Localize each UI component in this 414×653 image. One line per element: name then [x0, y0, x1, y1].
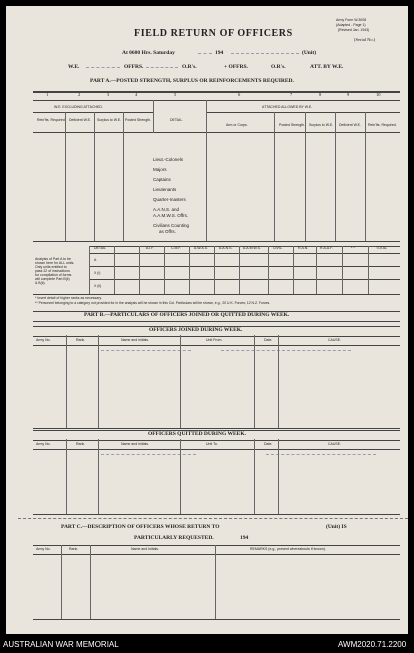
we-offrs-label: OFFRS.: [124, 64, 144, 70]
quitted-title: OFFICERS QUITTED DURING WEEK.: [148, 431, 246, 437]
serial-label: (Serial No.): [354, 37, 376, 42]
part-c-title: PART C.—DESCRIPTION OF OFFICERS WHOSE RETURN TO: [61, 524, 220, 530]
year-label: 194: [215, 50, 224, 56]
group-we-excluding: W.E. EXCLUDING ATTACHED.: [54, 105, 103, 109]
analysis-note: for compilation of forms: [35, 273, 72, 277]
att-ors-label: O.R's.: [271, 64, 286, 70]
col-number: 8: [319, 92, 322, 97]
col-number: 9: [347, 92, 350, 97]
col-number: 7: [290, 92, 293, 97]
col-number: 6: [238, 92, 241, 97]
analysis-note: & B(ii).: [35, 281, 46, 285]
joined-header: Name and Initials.: [121, 338, 150, 342]
part-b-title: PART B.—PARTICULARS OF OFFICERS JOINED OR QUITTED DURING WEEK.: [84, 312, 290, 318]
note-higher-ranks: * Insert detail of higher ranks as necessary.: [35, 296, 102, 300]
col-number: 10: [376, 92, 381, 97]
handwriting-unit: [231, 53, 299, 54]
analysis-header: A.A.M.W.S.: [243, 246, 261, 250]
analysis-header: DETAIL: [94, 246, 106, 250]
rank-label: Civilians Counting: [153, 223, 190, 228]
att-offrs-label: + OFFRS.: [224, 64, 248, 70]
analysis-header: A.I.F.: [146, 246, 154, 250]
part-c-year: 194: [240, 535, 249, 541]
group-attached: ATTACHED ALLOWED BY W.E.: [262, 105, 313, 109]
joined-header: Unit From.: [206, 338, 223, 342]
analysis-note: Only units entitled to: [35, 265, 67, 269]
col-number: 2: [78, 92, 81, 97]
rank-label: A.A.M.W.S. Offrs.: [153, 213, 189, 218]
analysis-header: C.M.F.: [171, 246, 182, 250]
joined-header: Rank.: [76, 338, 86, 342]
header-surplus: Surplus to W.E.: [97, 118, 122, 122]
handwriting-we-ors: [146, 67, 178, 68]
handwriting-we-offrs: [86, 67, 120, 68]
header-detail: DETAIL.: [170, 118, 183, 122]
quitted-header: Date.: [264, 442, 273, 446]
handwriting-joined-row: [101, 350, 191, 351]
we-ors-label: O.R's.: [182, 64, 197, 70]
footer-accession: AWM2020.71.2200: [338, 640, 407, 649]
army-form-number: Army Form W.3008: [336, 18, 367, 22]
part-a-title: PART A.—POSTED STRENGTH, SURPLUS OR REINFORCEMENTS REQUIRED.: [90, 78, 294, 84]
analysis-header: CIVIL.: [273, 246, 283, 250]
form-paper: [6, 6, 408, 634]
quitted-header: CAUSE.: [328, 442, 342, 446]
col-number: 4: [135, 92, 138, 97]
rank-label: Lieut.-Colonels: [153, 157, 184, 162]
header-surplus-att: Surplus to W.E.: [309, 123, 334, 127]
handwriting-quitted-row: [101, 454, 196, 455]
col-number: 1: [46, 92, 49, 97]
note-category: ** Personnel belonging to a category not provided for in the analysis will be shown in this Col. Particulars will be shown, e.g., 20 U.K. Forces; 12 N.Z. Forces.: [35, 301, 271, 305]
header-reinfts-att: Rein'fts. Required.: [368, 123, 397, 127]
part-c-title-b: PARTICULARLY REQUESTED.: [134, 535, 214, 541]
army-form-note2: (Revised Jan. 1943): [338, 28, 370, 32]
handwriting-date: [198, 53, 212, 54]
header-deficient-att: Deficient W.E.: [339, 123, 361, 127]
part-c-header: Name and Initials.: [131, 547, 160, 551]
quitted-header: Rank.: [76, 442, 86, 446]
header-arm-corps: Arm or Corps.: [226, 123, 248, 127]
perforation: [18, 518, 408, 519]
we-label: W.E.: [68, 64, 80, 70]
rank-label: Majors: [153, 167, 167, 172]
analysis-header: A.A.N.S.: [219, 246, 233, 250]
unit-label: (Unit): [302, 50, 317, 56]
rank-label: Quarter-masters: [153, 197, 186, 202]
header-reinfts: Rein'fts. Required.: [37, 118, 66, 122]
rank-label: as Offrs.: [159, 229, 176, 234]
handwriting-quitted-row: [266, 454, 376, 455]
joined-header: CAUSE.: [328, 338, 342, 342]
col-number: 5: [174, 92, 177, 97]
rank-label: Captains: [153, 177, 171, 182]
at-hours-label: At 0600 Hrs. Saturday: [122, 50, 175, 56]
att-by-we-label: ATT. BY W.E.: [310, 64, 344, 70]
analysis-note: pass 22 of instructions: [35, 269, 70, 273]
analysis-row-label: A: [94, 258, 97, 262]
analysis-header: * *: [351, 246, 355, 250]
form-title: FIELD RETURN OF OFFICERS: [134, 28, 293, 39]
joined-title: OFFICERS JOINED DURING WEEK.: [149, 327, 243, 333]
army-form-note: (Adapted - Page 1): [336, 23, 366, 27]
col-number: 3: [107, 92, 110, 97]
part-c-header: Army No.: [36, 547, 51, 551]
joined-header: Army No.: [36, 338, 51, 342]
part-c-header: Rank.: [69, 547, 79, 551]
part-c-header: REMARKS (e.g., present whereabouts if known).: [250, 547, 326, 551]
quitted-header: Army No.: [36, 442, 51, 446]
header-posted: Posted Strength.: [125, 118, 152, 122]
archive-footer: [0, 634, 414, 653]
quitted-header: Name and Initials.: [121, 442, 150, 446]
rank-label: A.A.N.S. and: [153, 207, 180, 212]
footer-institution: AUSTRALIAN WAR MEMORIAL: [3, 640, 119, 649]
header-deficient: Deficient W.E.: [69, 118, 91, 122]
header-posted-att: Posted Strength.: [279, 123, 306, 127]
analysis-header: R.A.A.F.: [320, 246, 333, 250]
rank-label: Lieutenants: [153, 187, 177, 192]
analysis-row-label: X (i): [94, 271, 101, 275]
analysis-header: A.W.A.S.: [194, 246, 209, 250]
analysis-header: TOTAL: [376, 246, 387, 250]
analysis-note: Analysis of Part A to be: [35, 257, 71, 261]
quitted-header: Unit To.: [206, 442, 218, 446]
handwriting-joined-row: [221, 350, 351, 351]
joined-header: Date.: [264, 338, 273, 342]
analysis-note: will complete Part B(ii): [35, 277, 70, 281]
part-c-unit: (Unit) IS: [326, 524, 347, 530]
analysis-header: R.A.N.: [298, 246, 309, 250]
analysis-note: shown here for ALL units.: [35, 261, 75, 265]
analysis-row-label: X (ii): [94, 284, 102, 288]
